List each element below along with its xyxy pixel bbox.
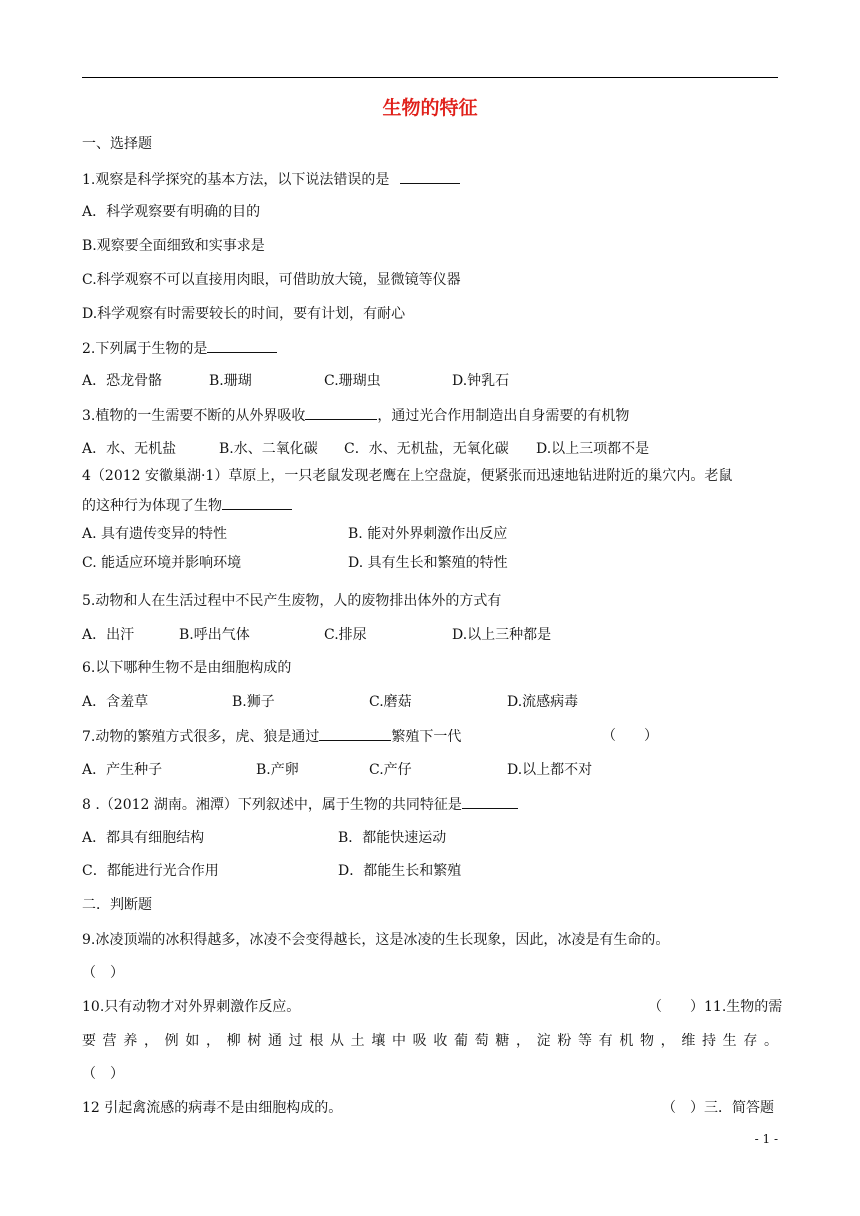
question-7-option-c: C.产仔 <box>369 762 412 778</box>
question-8-option-b: B．都能快速运动 <box>338 830 447 846</box>
question-12-text: 12 引起禽流感的病毒不是由细胞构成的。 <box>82 1100 343 1116</box>
question-4-stem-line2: 的这种行为体现了生物 <box>82 495 292 516</box>
question-1-option-b: B.观察要全面细致和实事求是 <box>82 238 265 254</box>
question-3-option-c: C．水、无机盐，无氧化碳 <box>344 441 509 457</box>
question-7-option-d: D.以上都不对 <box>507 762 593 778</box>
question-4-options-row2 <box>82 553 782 573</box>
answer-blank[interactable] <box>207 338 277 353</box>
question-3-option-b: B.水、二氧化碳 <box>219 441 318 457</box>
question-3-stem: 3.植物的一生需要不断的从外界吸收 ，通过光合作用制造出自身需要的有机物 <box>82 405 629 426</box>
question-8-option-c: C．都能进行光合作用 <box>82 863 219 879</box>
question-8-option-d: D．都能生长和繁殖 <box>338 863 462 879</box>
page-number: - 1 - <box>754 1132 778 1146</box>
question-2-option-d: D.钟乳石 <box>452 373 510 389</box>
page-title: 生物的特征 <box>382 97 478 119</box>
question-12-answer-tail[interactable]: （ ）三．简答题 <box>662 1100 774 1116</box>
answer-blank[interactable] <box>462 794 518 809</box>
question-3-options <box>82 439 782 459</box>
section-heading-choice: 一、选择题 <box>82 136 152 152</box>
question-8-option-a: A．都具有细胞结构 <box>82 830 205 846</box>
question-7-option-b: B.产卵 <box>256 762 299 778</box>
question-3-option-a: A．水、无机盐 <box>82 441 177 457</box>
question-5-option-c: C.排尿 <box>324 627 367 643</box>
answer-blank[interactable] <box>305 405 377 420</box>
question-8-stem: 8 .（2012 湖南。湘潭）下列叙述中，属于生物的共同特征是 <box>82 794 518 815</box>
answer-blank[interactable] <box>319 726 391 741</box>
question-7-option-a: A．产生种子 <box>82 762 163 778</box>
question-4-stem-line1: 4（2012 安徽巢湖·1）草原上，一只老鼠发现老鹰在上空盘旋，便紧张而迅速地钻进附近的巢穴内。老鼠 <box>82 468 733 484</box>
question-6-option-b: B.狮子 <box>232 694 275 710</box>
question-1-option-a: A．科学观察要有明确的目的 <box>82 204 261 220</box>
question-1-option-d: D.科学观察有时需要较长的时间，要有计划，有耐心 <box>82 306 406 322</box>
question-5-stem: 5.动物和人在生活过程中不民产生废物，人的废物排出体外的方式有 <box>82 593 502 609</box>
question-4-options-row1 <box>82 524 782 544</box>
question-7-options <box>82 760 782 780</box>
question-6-option-a: A．含羞草 <box>82 694 149 710</box>
question-2-options <box>82 371 782 391</box>
question-6-options <box>82 692 782 712</box>
question-5-option-a: A．出汗 <box>82 627 135 643</box>
question-5-option-d: D.以上三种都是 <box>452 627 552 643</box>
question-10-line <box>82 997 783 1017</box>
answer-paren[interactable]: （ ） <box>82 1066 124 1082</box>
question-4-option-c: C. 能适应环境并影响环境 <box>82 555 242 571</box>
question-2-option-a: A．恐龙骨骼 <box>82 373 163 389</box>
question-3-option-d: D.以上三项都不是 <box>536 441 650 457</box>
question-2-option-b: B.珊瑚 <box>209 373 252 389</box>
question-7-stem: 7.动物的繁殖方式很多，虎、狼是通过 繁殖下一代 （ ） <box>82 728 658 745</box>
question-8-options-row1 <box>82 828 782 848</box>
question-6-stem: 6.以下哪种生物不是由细胞构成的 <box>82 660 292 676</box>
question-4-option-d: D. 具有生长和繁殖的特性 <box>348 555 508 571</box>
question-8-options-row2 <box>82 861 782 881</box>
question-4-option-b: B. 能对外界刺激作出反应 <box>348 526 508 542</box>
question-6-option-d: D.流感病毒 <box>507 694 579 710</box>
question-2-stem: 2.下列属于生物的是 <box>82 338 277 359</box>
question-6-option-c: C.磨菇 <box>369 694 412 710</box>
section-heading-judge: 二．判断题 <box>82 897 152 913</box>
question-1-stem: 1.观察是科学探究的基本方法，以下说法错误的是 <box>82 169 460 190</box>
question-1-option-c: C.科学观察不可以直接用肉眼，可借助放大镜，显微镜等仪器 <box>82 272 461 288</box>
question-12-line <box>82 1098 778 1118</box>
answer-blank[interactable] <box>222 495 292 510</box>
answer-blank[interactable] <box>400 169 460 184</box>
question-4-option-a: A. 具有遗传变异的特性 <box>82 526 228 542</box>
answer-paren[interactable]: （ ） <box>602 728 658 744</box>
header-rule <box>82 77 778 78</box>
answer-paren[interactable]: （ ） <box>82 965 124 981</box>
question-10-answer-tail[interactable]: （ ）11.生物的需 <box>648 999 783 1015</box>
question-9-text: 9.冰凌顶端的冰积得越多，冰凌不会变得越长，这是冰凌的生长现象，因此，冰凌是有生命的。 <box>82 932 670 948</box>
question-2-option-c: C.珊瑚虫 <box>324 373 381 389</box>
question-11-text: 要营养，例如，柳树通过根从土壤中吸收葡萄糖，淀粉等有机物，维持生存。 <box>82 1033 778 1049</box>
question-5-option-b: B.呼出气体 <box>179 627 250 643</box>
question-5-options <box>82 625 782 645</box>
question-10-text: 10.只有动物才对外界刺激作反应。 <box>82 999 301 1015</box>
